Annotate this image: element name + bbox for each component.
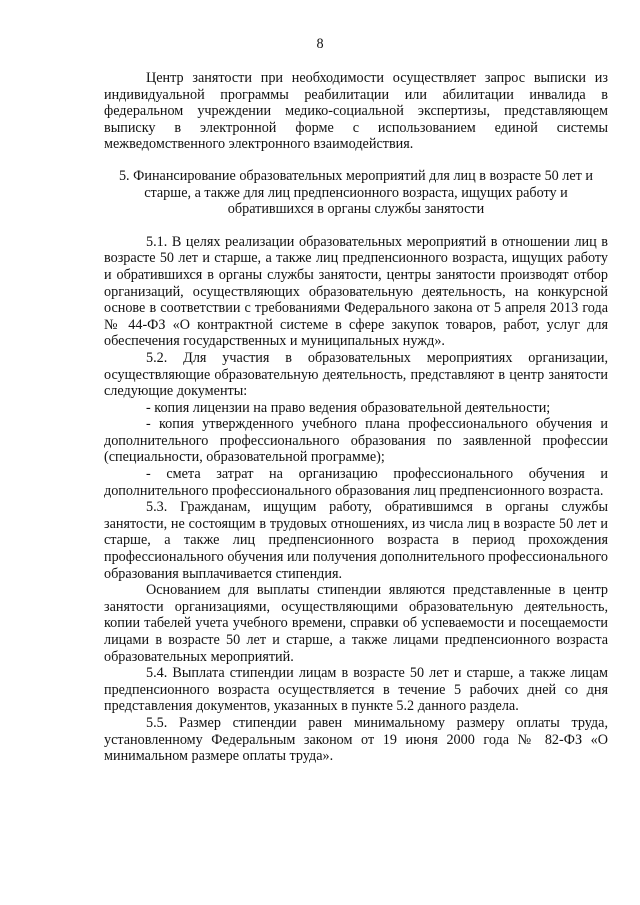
document-list-item: - копия лицензии на право ведения образовательной деятельности;	[146, 399, 551, 416]
document-list-item: - копия утвержденного учебного плана профессионального обучения и дополнительного профессионального образования по заявленной профессии (специальности, образовательной программе);	[104, 416, 608, 466]
intro-paragraph: Центр занятости при необходимости осуществляет запрос выписки из индивидуальной программы реабилитации или абилитации инвалида в федеральном учреждении медико-социальной экспертизы, представляющем выписку в электронной форме с использованием единой системы межведомственного электронного взаимодействия.	[104, 70, 608, 153]
paragraph-basis: Основанием для выплаты стипендии являются представленные в центр занятости организациями, осуществляющими образовательную деятельность, копии табелей учета учебного времени, справки об успеваемости и посещаемости лицами в возрасте 50 лет и старше, а также лицами предпенсионного возраста образовательных мероприятий.	[104, 582, 608, 665]
page-number: 8	[316, 36, 324, 52]
section-heading: 5. Финансирование образовательных мероприятий для лиц в возрасте 50 лет и старше, а также для лиц предпенсионного возраста, ищущих работу и обратившихся в органы службы занятости	[118, 167, 594, 218]
document-body	[104, 70, 608, 765]
paragraph-5-2: 5.2. Для участия в образовательных мероприятиях организации, осуществляющие образовательную деятельность, представляют в центр занятости следующие документы:	[104, 349, 608, 400]
paragraph-5-5: 5.5. Размер стипендии равен минимальному размеру оплаты труда, установленному Федеральным законом от 19 июня 2000 года № 82-ФЗ «О минимальном размере оплаты труда».	[104, 714, 608, 765]
paragraph-5-1: 5.1. В целях реализации образовательных мероприятий в отношении лиц в возрасте 50 лет и старше, а также лиц предпенсионного возраста, ищущих работу и обратившихся в органы службы занятости, центры занятости производят отбор организаций, осуществляющих образовательную деятельность, на конкурсной основе в соответствии с требованиями Федерального закона от 5 апреля 2013 года № 44-ФЗ «О контрактной системе в сфере закупок товаров, работ, услуг для обеспечения государственных и муниципальных нужд».	[104, 233, 608, 350]
paragraph-5-3: 5.3. Гражданам, ищущим работу, обратившимся в органы службы занятости, не состоящим в трудовых отношениях, из числа лиц в возрасте 50 лет и старше, а также лиц предпенсионного возраста в период прохождения профессионального обучения или получения дополнительного профессионального образования выплачивается стипендия.	[104, 499, 608, 582]
document-list-item: - смета затрат на организацию профессионального обучения и дополнительного профессионального образования лиц предпенсионного возраста.	[104, 466, 608, 499]
paragraph-5-4: 5.4. Выплата стипендии лицам в возрасте 50 лет и старше, а также лицам предпенсионного возраста осуществляется в течение 5 рабочих дней со дня представления документов, указанных в пункте 5.2 данного раздела.	[104, 665, 608, 715]
